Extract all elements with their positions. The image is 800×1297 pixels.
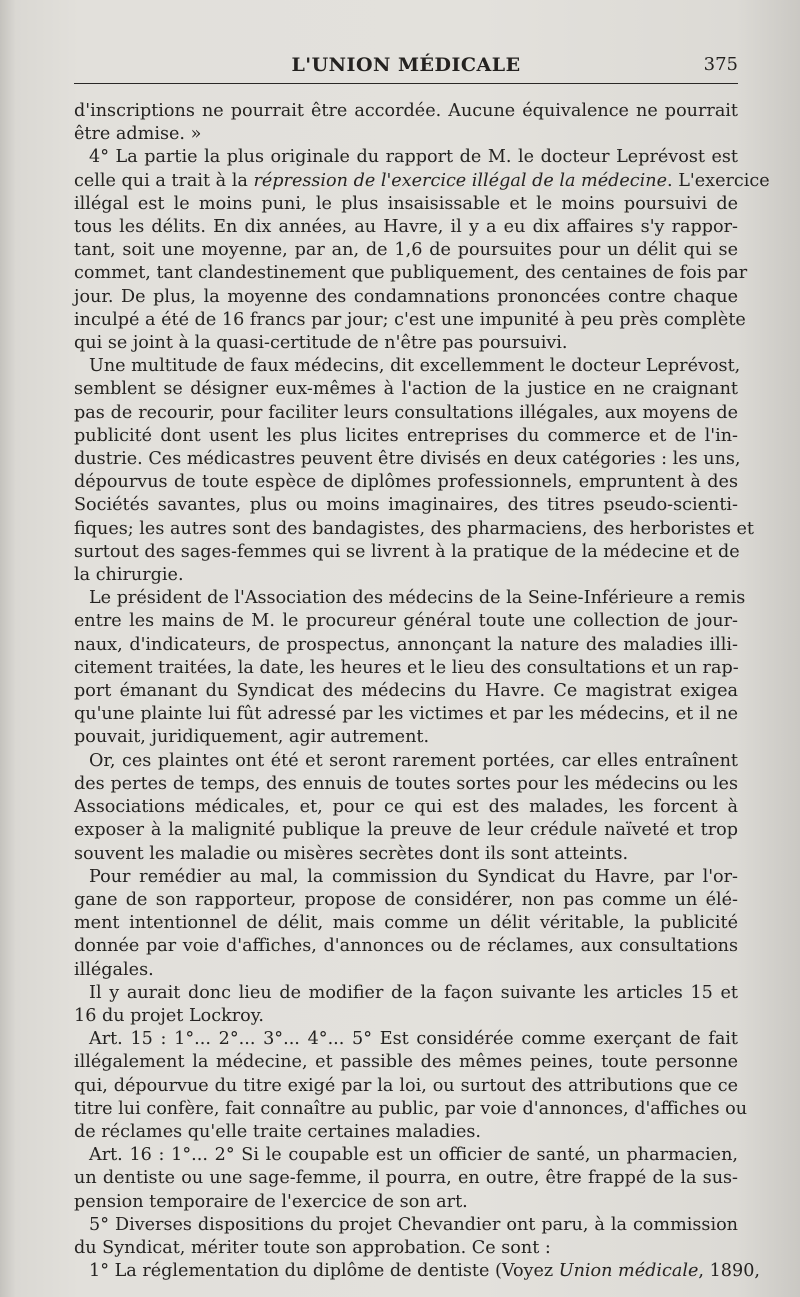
- text-line: semblent se désigner eux-mêmes à l'action de la justice en ne craignant: [74, 379, 738, 400]
- page-number: 375: [703, 54, 738, 75]
- text-line: citement traitées, la date, les heures et le lieu des consultations et un rap-: [74, 657, 739, 678]
- text-line: pas de recourir, pour faciliter leurs consultations illégales, aux moyens de: [74, 402, 738, 423]
- text-line: tant, soit une moyenne, par an, de 1,6 de poursuites pour un délit qui se: [74, 240, 738, 261]
- text-line: entre les mains de M. le procureur général toute une collection de jour-: [74, 611, 738, 632]
- text-line: Une multitude de faux médecins, dit excellemment le docteur Leprévost,: [89, 356, 741, 377]
- running-title: L'UNION MÉDICALE: [291, 54, 521, 76]
- text-line: 5° Diverses dispositions du projet Chevandier ont paru, à la commission: [89, 1214, 738, 1235]
- text-line: port émanant du Syndicat des médecins du Havre. Ce magistrat exigea: [74, 681, 738, 702]
- text-line: des pertes de temps, des ennuis de toutes sortes pour les médecins ou les: [74, 773, 738, 794]
- text-line: pension temporaire de l'exercice de son art.: [74, 1191, 468, 1212]
- text-line: fiques; les autres sont des bandagistes, des pharmaciens, des herboristes et: [74, 518, 754, 539]
- text-line: qui, dépourvue du titre exigé par la loi, ou surtout des attributions que ce: [74, 1075, 738, 1096]
- text-line: Art. 15 : 1°... 2°... 3°... 4°... 5° Est considérée comme exerçant de fait: [89, 1029, 738, 1050]
- text-line: Or, ces plaintes ont été et seront rarement portées, car elles entraînent: [89, 750, 738, 771]
- text-line: celle qui a trait à la répression de l'exercice illégal de la médecine. L'exercice: [74, 170, 770, 191]
- text-line: 16 du projet Lockroy.: [74, 1005, 264, 1026]
- text-line: souvent les maladie ou misères secrètes dont ils sont atteints.: [74, 843, 629, 864]
- text-line: dépourvus de toute espèce de diplômes professionnels, empruntent à des: [74, 472, 738, 493]
- text-line: inculpé a été de 16 francs par jour; c'est une impunité à peu près complète: [74, 309, 746, 330]
- text-line: être admise. »: [74, 124, 202, 145]
- body-text: [74, 100, 770, 1283]
- text-line: illégal est le moins puni, le plus insaisissable et le moins poursuivi de: [74, 193, 738, 214]
- text-line: qu'une plainte lui fût adressé par les victimes et par les médecins, et il ne: [74, 704, 738, 725]
- text-line: gane de son rapporteur, propose de considérer, non pas comme un élé-: [74, 889, 738, 910]
- header-rule: [74, 83, 738, 84]
- text-line: naux, d'indicateurs, de prospectus, annonçant la nature des maladies illi-: [74, 634, 738, 655]
- italic-phrase: Union médicale: [558, 1261, 699, 1282]
- text-line: Le président de l'Association des médecins de la Seine-Inférieure a remis: [89, 588, 746, 609]
- text-line: illégales.: [74, 959, 154, 980]
- text-line: 1° La réglementation du diplôme de dentiste (Voyez Union médicale, 1890,: [89, 1261, 760, 1282]
- text-line: exposer à la malignité publique la preuve de leur crédule naïveté et trop: [74, 820, 738, 841]
- text-line: pouvait, juridiquement, agir autrement.: [74, 727, 430, 748]
- text-line: donnée par voie d'affiches, d'annonces ou de réclames, aux consultations: [74, 936, 738, 957]
- text-line: Art. 16 : 1°... 2° Si le coupable est un officier de santé, un pharmacien,: [89, 1145, 738, 1166]
- text-line: Sociétés savantes, plus ou moins imaginaires, des titres pseudo-scienti-: [74, 495, 738, 516]
- text-line: d'inscriptions ne pourrait être accordée. Aucune équivalence ne pourrait: [74, 101, 738, 121]
- text-line: tous les délits. En dix années, au Havre, il y a eu dix affaires s'y rappor-: [74, 217, 738, 238]
- text-line: surtout des sages-femmes qui se livrent à la pratique de la médecine et de: [74, 541, 740, 562]
- text-line: commet, tant clandestinement que publiquement, des centaines de fois par: [74, 263, 748, 284]
- text-line: qui se joint à la quasi-certitude de n'être pas poursuivi.: [74, 333, 568, 354]
- text-line: Pour remédier au mal, la commission du Syndicat du Havre, par l'or-: [89, 866, 738, 887]
- text-line: de réclames qu'elle traite certaines maladies.: [74, 1121, 481, 1142]
- text-line: publicité dont usent les plus licites entreprises du commerce et de l'in-: [74, 425, 738, 446]
- running-header: [74, 50, 738, 86]
- text-line: Il y aurait donc lieu de modifier de la façon suivante les articles 15 et: [89, 982, 738, 1003]
- text-line: du Syndicat, mériter toute son approbation. Ce sont :: [74, 1237, 551, 1258]
- text-line: jour. De plus, la moyenne des condamnations prononcées contre chaque: [74, 286, 738, 307]
- text-line: 4° La partie la plus originale du rapport de M. le docteur Leprévost est: [89, 147, 738, 168]
- text-line: un dentiste ou une sage-femme, il pourra, en outre, être frappé de la sus-: [74, 1168, 738, 1189]
- text-line: dustrie. Ces médicastres peuvent être divisés en deux catégories : les uns,: [74, 449, 741, 470]
- text-line: Associations médicales, et, pour ce qui est des malades, les forcent à: [74, 797, 738, 818]
- text-line: la chirurgie.: [74, 565, 184, 586]
- italic-phrase: répression de l'exercice illégal de la médecine: [253, 170, 668, 191]
- text-line: ment intentionnel de délit, mais comme un délit véritable, la publicité: [74, 913, 738, 934]
- text-line: illégalement la médecine, et passible des mêmes peines, toute personne: [74, 1052, 738, 1073]
- text-line: titre lui confère, fait connaître au public, par voie d'annonces, d'affiches ou: [74, 1098, 748, 1119]
